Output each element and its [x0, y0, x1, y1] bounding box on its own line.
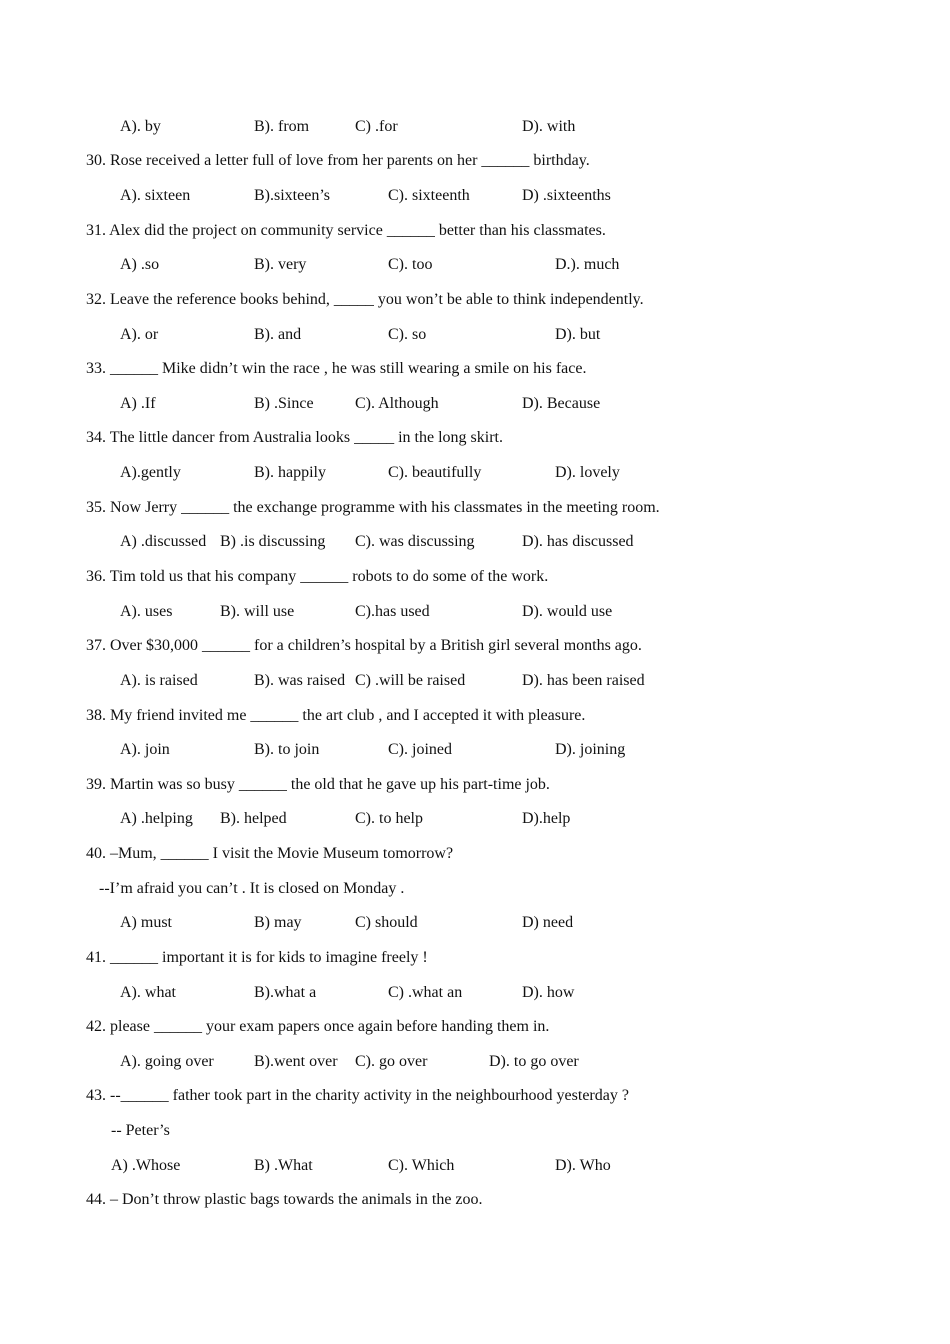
question-39: 39. Martin was so busy ______ the old that he gave up his part-time job.: [86, 776, 550, 793]
option-d: D).help: [522, 810, 571, 827]
option-b: B).went over: [254, 1053, 338, 1070]
option-a: A) .so: [120, 256, 160, 273]
option-d: D). has discussed: [522, 533, 634, 550]
option-a: A) .Whose: [111, 1157, 181, 1174]
option-d: D). how: [522, 984, 575, 1001]
question-43: 43. --______ father took part in the charity activity in the neighbourhood yesterday ?: [86, 1087, 629, 1104]
option-c: C). Although: [355, 395, 439, 412]
option-d: D). Because: [522, 395, 601, 412]
question-44: 44. – Don’t throw plastic bags towards the animals in the zoo.: [86, 1191, 483, 1208]
question-33: 33. ______ Mike didn’t win the race , he was still wearing a smile on his face.: [86, 360, 587, 377]
option-c: C) should: [355, 914, 418, 931]
question-30: 30. Rose received a letter full of love from her parents on her ______ birthday.: [86, 152, 590, 169]
option-d: D). Who: [555, 1157, 611, 1174]
option-c: C).has used: [355, 603, 430, 620]
option-a: A) .discussed: [120, 533, 207, 550]
option-d: D). would use: [522, 603, 613, 620]
option-b: B). very: [254, 256, 307, 273]
option-a: A).gently: [120, 464, 181, 481]
question-36: 36. Tim told us that his company ______ robots to do some of the work.: [86, 568, 549, 585]
option-b: B) .is discussing: [220, 533, 326, 550]
option-b: B). and: [254, 326, 302, 343]
option-b: B). happily: [254, 464, 326, 481]
option-d: D). but: [555, 326, 601, 343]
question-40: 40. –Mum, ______ I visit the Movie Museum tomorrow?: [86, 845, 454, 862]
option-d: D). has been raised: [522, 672, 645, 689]
option-c: C). too: [388, 256, 433, 273]
option-c: C). to help: [355, 810, 423, 827]
option-a: A). uses: [120, 603, 173, 620]
option-b: B).what a: [254, 984, 317, 1001]
option-a: A) .helping: [120, 810, 193, 827]
option-b: B). helped: [220, 810, 287, 827]
option-c: C). sixteenth: [388, 187, 470, 204]
question-35: 35. Now Jerry ______ the exchange programme with his classmates in the meeting room.: [86, 499, 660, 516]
option-c: C) .for: [355, 118, 398, 135]
option-b: B).sixteen’s: [254, 187, 330, 204]
option-a: A) must: [120, 914, 172, 931]
question-41: 41. ______ important it is for kids to imagine freely !: [86, 949, 428, 966]
option-b: B). from: [254, 118, 310, 135]
option-a: A). what: [120, 984, 176, 1001]
question-32: 32. Leave the reference books behind, _____ you won’t be able to think independently.: [86, 291, 644, 308]
option-d: D). joining: [555, 741, 626, 758]
question-37: 37. Over $30,000 ______ for a children’s hospital by a British girl several months ago.: [86, 637, 642, 654]
option-a: A) .If: [120, 395, 156, 412]
option-c: C). was discussing: [355, 533, 475, 550]
option-c: C). so: [388, 326, 427, 343]
answer-line-q43: -- Peter’s: [111, 1122, 170, 1139]
option-b: B). was raised: [254, 672, 346, 689]
option-c: C). beautifully: [388, 464, 482, 481]
answer-line-q40: --I’m afraid you can’t . It is closed on Monday .: [99, 880, 405, 897]
option-a: A). or: [120, 326, 159, 343]
option-a: A). going over: [120, 1053, 214, 1070]
option-b: B) .What: [254, 1157, 313, 1174]
option-a: A). by: [120, 118, 161, 135]
option-b: B). will use: [220, 603, 295, 620]
option-c: C) .will be raised: [355, 672, 466, 689]
option-b: B). to join: [254, 741, 320, 758]
option-d: D.). much: [555, 256, 620, 273]
option-a: A). sixteen: [120, 187, 191, 204]
question-31: 31. Alex did the project on community service ______ better than his classmates.: [86, 222, 606, 239]
option-d: D). lovely: [555, 464, 620, 481]
option-c: C). Which: [388, 1157, 455, 1174]
option-c: C). joined: [388, 741, 452, 758]
option-d: D) .sixteenths: [522, 187, 611, 204]
option-b: B) .Since: [254, 395, 314, 412]
option-c: C) .what an: [388, 984, 463, 1001]
option-b: B) may: [254, 914, 302, 931]
question-42: 42. please ______ your exam papers once again before handing them in.: [86, 1018, 550, 1035]
option-d: D). with: [522, 118, 576, 135]
option-d: D) need: [522, 914, 574, 931]
option-a: A). join: [120, 741, 170, 758]
option-c: C). go over: [355, 1053, 428, 1070]
option-d: D). to go over: [489, 1053, 579, 1070]
question-34: 34. The little dancer from Australia looks _____ in the long skirt.: [86, 429, 503, 446]
option-a: A). is raised: [120, 672, 198, 689]
question-38: 38. My friend invited me ______ the art club , and I accepted it with pleasure.: [86, 707, 586, 724]
